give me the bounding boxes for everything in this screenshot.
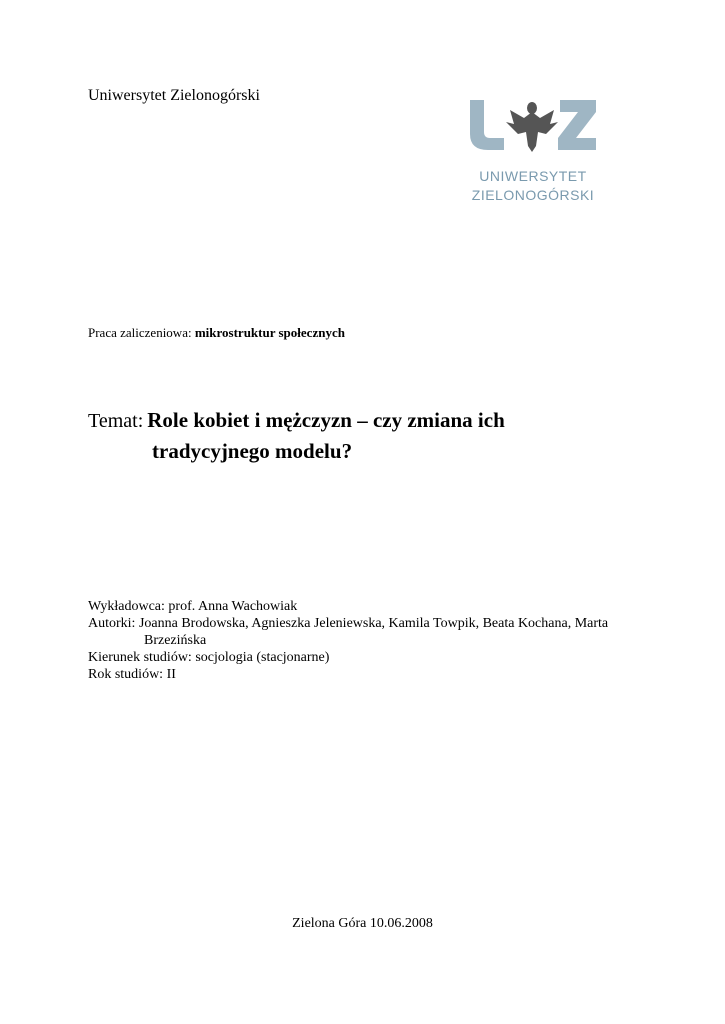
logo-line-2: ZIELONOGÓRSKI: [471, 187, 595, 203]
topic-line-2: tradycyjnego modelu?: [152, 439, 353, 463]
field-line: Kierunek studiów: socjologia (stacjonarne): [88, 650, 330, 665]
lecturer-line: Wykładowca: prof. Anna Wachowiak: [88, 599, 298, 614]
university-name: Uniwersytet Zielonogórski: [88, 87, 260, 104]
topic-line-1: Role kobiet i mężczyzn – czy zmiana ich: [147, 408, 505, 432]
topic-label: Temat:: [88, 410, 144, 432]
logo-line-1: UNIWERSYTET: [479, 168, 587, 184]
authors-line-1: Autorki: Joanna Brodowska, Agnieszka Jeleniewska, Kamila Towpik, Beata Kochana, Marta: [88, 616, 609, 631]
info-block: [88, 598, 648, 683]
topic-block: [88, 408, 648, 464]
place-date: Zielona Góra 10.06.2008: [292, 916, 433, 931]
uz-eagle-emblem-icon: [462, 94, 602, 154]
course-label: Praca zaliczeniowa:: [88, 325, 192, 340]
university-logo: [452, 86, 614, 206]
course-value: mikrostruktur społecznych: [194, 325, 345, 340]
course-line: [88, 325, 345, 341]
year-line: Rok studiów: II: [88, 667, 176, 682]
authors-line-2: Brzezińska: [144, 633, 207, 648]
